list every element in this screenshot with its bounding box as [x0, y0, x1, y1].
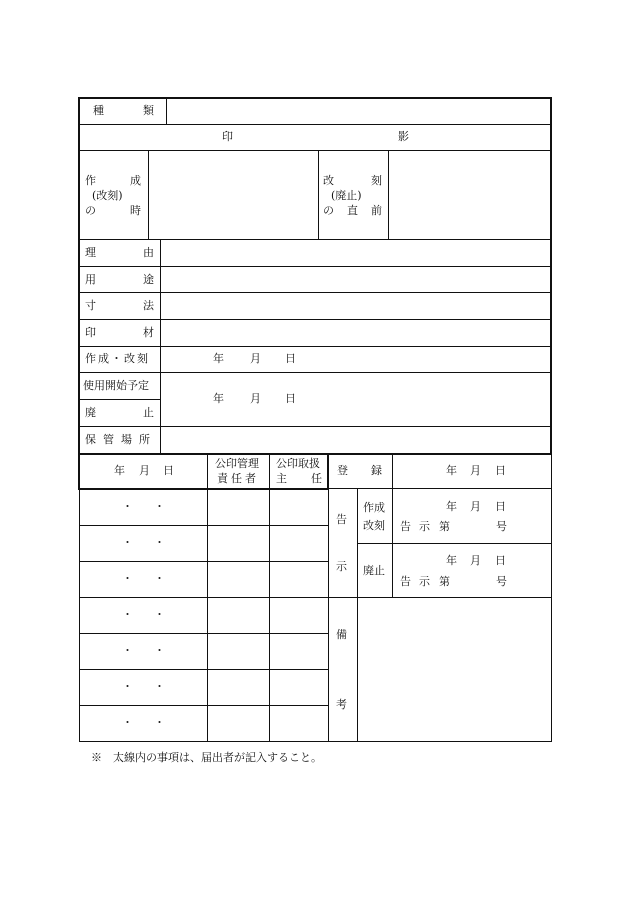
- notice-number-label: 示: [419, 575, 430, 588]
- handler-header: 公印取扱: [276, 457, 320, 470]
- day-label: 日: [495, 554, 506, 567]
- month-label: 月: [470, 554, 481, 567]
- dot: ・: [154, 608, 165, 621]
- created-label: 作: [85, 174, 96, 187]
- purpose-label: 途: [143, 273, 154, 286]
- abolish-label: 廃: [85, 406, 96, 419]
- footnote: ※ 太線内の事項は、届出者が記入すること。: [91, 751, 322, 764]
- notice-number-label: 告: [400, 520, 411, 533]
- month-label: 月: [250, 392, 261, 405]
- year-label: 年: [213, 392, 224, 405]
- year-label: 年: [446, 464, 457, 477]
- reason-field[interactable]: [162, 240, 550, 265]
- notice-label: 示: [336, 560, 347, 573]
- size-label: 寸: [85, 299, 96, 312]
- dot: ・: [122, 500, 133, 513]
- date-header: 日: [163, 464, 174, 477]
- seal-impression-label: 影: [398, 130, 409, 143]
- notice-number-label: 号: [496, 575, 507, 588]
- dot: ・: [122, 536, 133, 549]
- notice-label: 告: [336, 513, 347, 526]
- notice-number-label: 第: [439, 520, 450, 533]
- day-label: 日: [285, 352, 296, 365]
- before-label: 直: [347, 204, 358, 217]
- seal-impression-label: 印: [222, 130, 233, 143]
- create-revise-label: 作成・改刻: [85, 352, 150, 365]
- create-revise-small-label: 作成: [363, 501, 385, 514]
- purpose-label: 用: [85, 273, 96, 286]
- dot: ・: [122, 716, 133, 729]
- remarks-field[interactable]: [359, 599, 550, 740]
- month-label: 月: [470, 464, 481, 477]
- size-label: 法: [143, 299, 154, 312]
- created-label: の: [85, 204, 96, 217]
- before-label: の: [323, 204, 334, 217]
- year-label: 年: [446, 554, 457, 567]
- created-label: 時: [130, 204, 141, 217]
- month-label: 月: [250, 352, 261, 365]
- dot: ・: [154, 536, 165, 549]
- dot: ・: [154, 680, 165, 693]
- date-header: 月: [139, 464, 150, 477]
- storage-field[interactable]: [162, 427, 550, 452]
- created-impression-area[interactable]: [150, 151, 317, 238]
- before-label: 刻: [371, 174, 382, 187]
- notice-number-label: 第: [439, 575, 450, 588]
- day-label: 日: [285, 392, 296, 405]
- purpose-field[interactable]: [162, 267, 550, 292]
- dot: ・: [122, 680, 133, 693]
- abolish-label: 止: [143, 406, 154, 419]
- dot: ・: [122, 644, 133, 657]
- created-label: 成: [130, 174, 141, 187]
- day-label: 日: [495, 464, 506, 477]
- before-impression-area[interactable]: [390, 151, 550, 238]
- kind-label-char: 類: [143, 104, 154, 117]
- date-header: 年: [114, 464, 125, 477]
- size-field[interactable]: [162, 293, 550, 318]
- year-label: 年: [213, 352, 224, 365]
- month-label: 月: [470, 500, 481, 513]
- kind-input[interactable]: [168, 99, 550, 123]
- notice-number-label: 号: [496, 520, 507, 533]
- dot: ・: [122, 572, 133, 585]
- create-revise-small-label: 改刻: [363, 519, 385, 532]
- registration-label: 登: [337, 464, 348, 477]
- before-label: (廃止): [331, 189, 362, 202]
- handler-header: 任: [311, 472, 322, 485]
- reason-label: 由: [143, 246, 154, 259]
- before-label: 前: [371, 204, 382, 217]
- registration-label: 録: [371, 464, 382, 477]
- dot: ・: [154, 500, 165, 513]
- material-field[interactable]: [162, 320, 550, 345]
- planned-start-label: 使用開始予定: [83, 379, 149, 392]
- material-label: 印: [85, 326, 96, 339]
- remarks-label: 備: [336, 628, 347, 641]
- dot: ・: [154, 716, 165, 729]
- storage-label: 保管場所: [85, 433, 157, 446]
- notice-number-label: 告: [400, 575, 411, 588]
- manager-header: 責任者: [217, 472, 259, 485]
- manager-header: 公印管理: [215, 457, 259, 470]
- handler-header: 主: [276, 472, 287, 485]
- kind-label-char: 種: [93, 104, 104, 117]
- abolish-small-label: 廃止: [363, 564, 385, 577]
- day-label: 日: [495, 500, 506, 513]
- dot: ・: [154, 572, 165, 585]
- dot: ・: [154, 644, 165, 657]
- reason-label: 理: [85, 246, 96, 259]
- notice-number-label: 示: [419, 520, 430, 533]
- before-label: 改: [323, 174, 334, 187]
- remarks-label: 考: [336, 698, 347, 711]
- year-label: 年: [446, 500, 457, 513]
- material-label: 材: [143, 326, 154, 339]
- created-label: (改刻): [92, 189, 123, 202]
- dot: ・: [122, 608, 133, 621]
